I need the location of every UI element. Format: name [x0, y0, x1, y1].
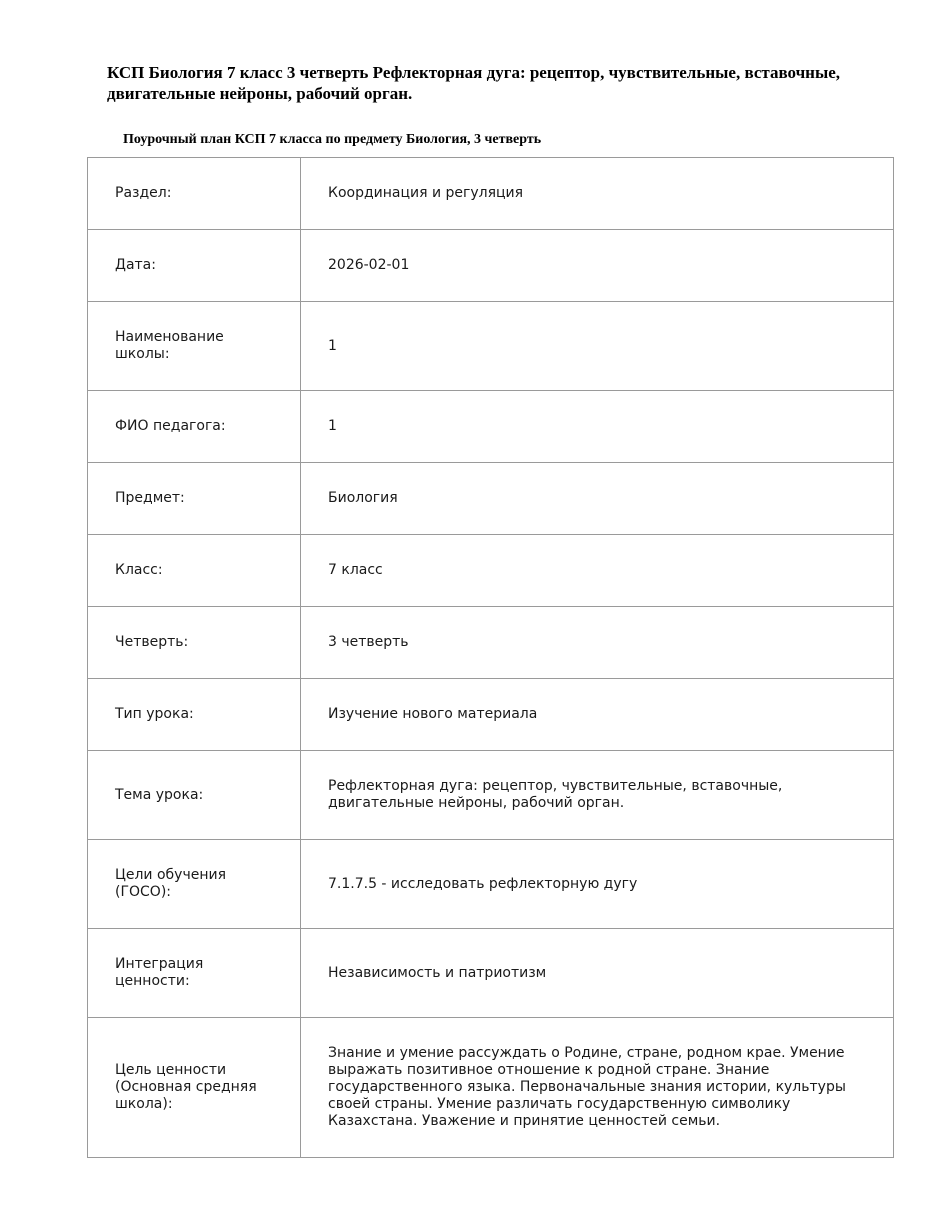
row-label-section: Раздел:	[88, 158, 301, 230]
table-row	[88, 463, 894, 535]
row-label-value-integration: Интеграция ценности:	[88, 929, 301, 1018]
table-row	[88, 929, 894, 1018]
table-row	[88, 158, 894, 230]
row-value-subject: Биология	[301, 463, 894, 535]
table-row	[88, 230, 894, 302]
document-subtitle: Поурочный план КСП 7 класса по предмету Биология, 3 четверть	[123, 132, 542, 147]
table-row	[88, 679, 894, 751]
row-value-value-integration: Независимость и патриотизм	[301, 929, 894, 1018]
row-value-date: 2026-02-01	[301, 230, 894, 302]
row-label-lesson-type: Тип урока:	[88, 679, 301, 751]
table-row	[88, 302, 894, 391]
row-label-quarter: Четверть:	[88, 607, 301, 679]
row-value-value-goal: Знание и умение рассуждать о Родине, стране, родном крае. Умение выражать позитивное отношение к родной стране. Знание государственного языка. Первоначальные знания истории, культуры своей страны. Умение различать государственную символику Казахстана. Уважение и принятие ценностей семьи.	[301, 1018, 894, 1158]
lesson-plan-table	[87, 157, 894, 1158]
document-title: КСП Биология 7 класс 3 четверть Рефлекторная дуга: рецептор, чувствительные, вставочные, двигательные нейроны, рабочий орган.	[107, 63, 841, 103]
row-label-date: Дата:	[88, 230, 301, 302]
row-label-lesson-topic: Тема урока:	[88, 751, 301, 840]
table-row	[88, 1018, 894, 1158]
row-value-learning-objectives: 7.1.7.5 - исследовать рефлекторную дугу	[301, 840, 894, 929]
row-value-quarter: 3 четверть	[301, 607, 894, 679]
row-value-grade: 7 класс	[301, 535, 894, 607]
row-value-lesson-type: Изучение нового материала	[301, 679, 894, 751]
table-row	[88, 391, 894, 463]
table-row	[88, 535, 894, 607]
row-value-teacher: 1	[301, 391, 894, 463]
row-label-school: Наименование школы:	[88, 302, 301, 391]
row-label-value-goal: Цель ценности (Основная средняя школа):	[88, 1018, 301, 1158]
row-label-subject: Предмет:	[88, 463, 301, 535]
row-label-learning-objectives: Цели обучения (ГОСО):	[88, 840, 301, 929]
row-value-school: 1	[301, 302, 894, 391]
row-label-grade: Класс:	[88, 535, 301, 607]
table-row	[88, 840, 894, 929]
table-row	[88, 751, 894, 840]
row-value-lesson-topic: Рефлекторная дуга: рецептор, чувствительные, вставочные, двигательные нейроны, рабочий орган.	[301, 751, 894, 840]
row-label-teacher: ФИО педагога:	[88, 391, 301, 463]
table-row	[88, 607, 894, 679]
row-value-section: Координация и регуляция	[301, 158, 894, 230]
